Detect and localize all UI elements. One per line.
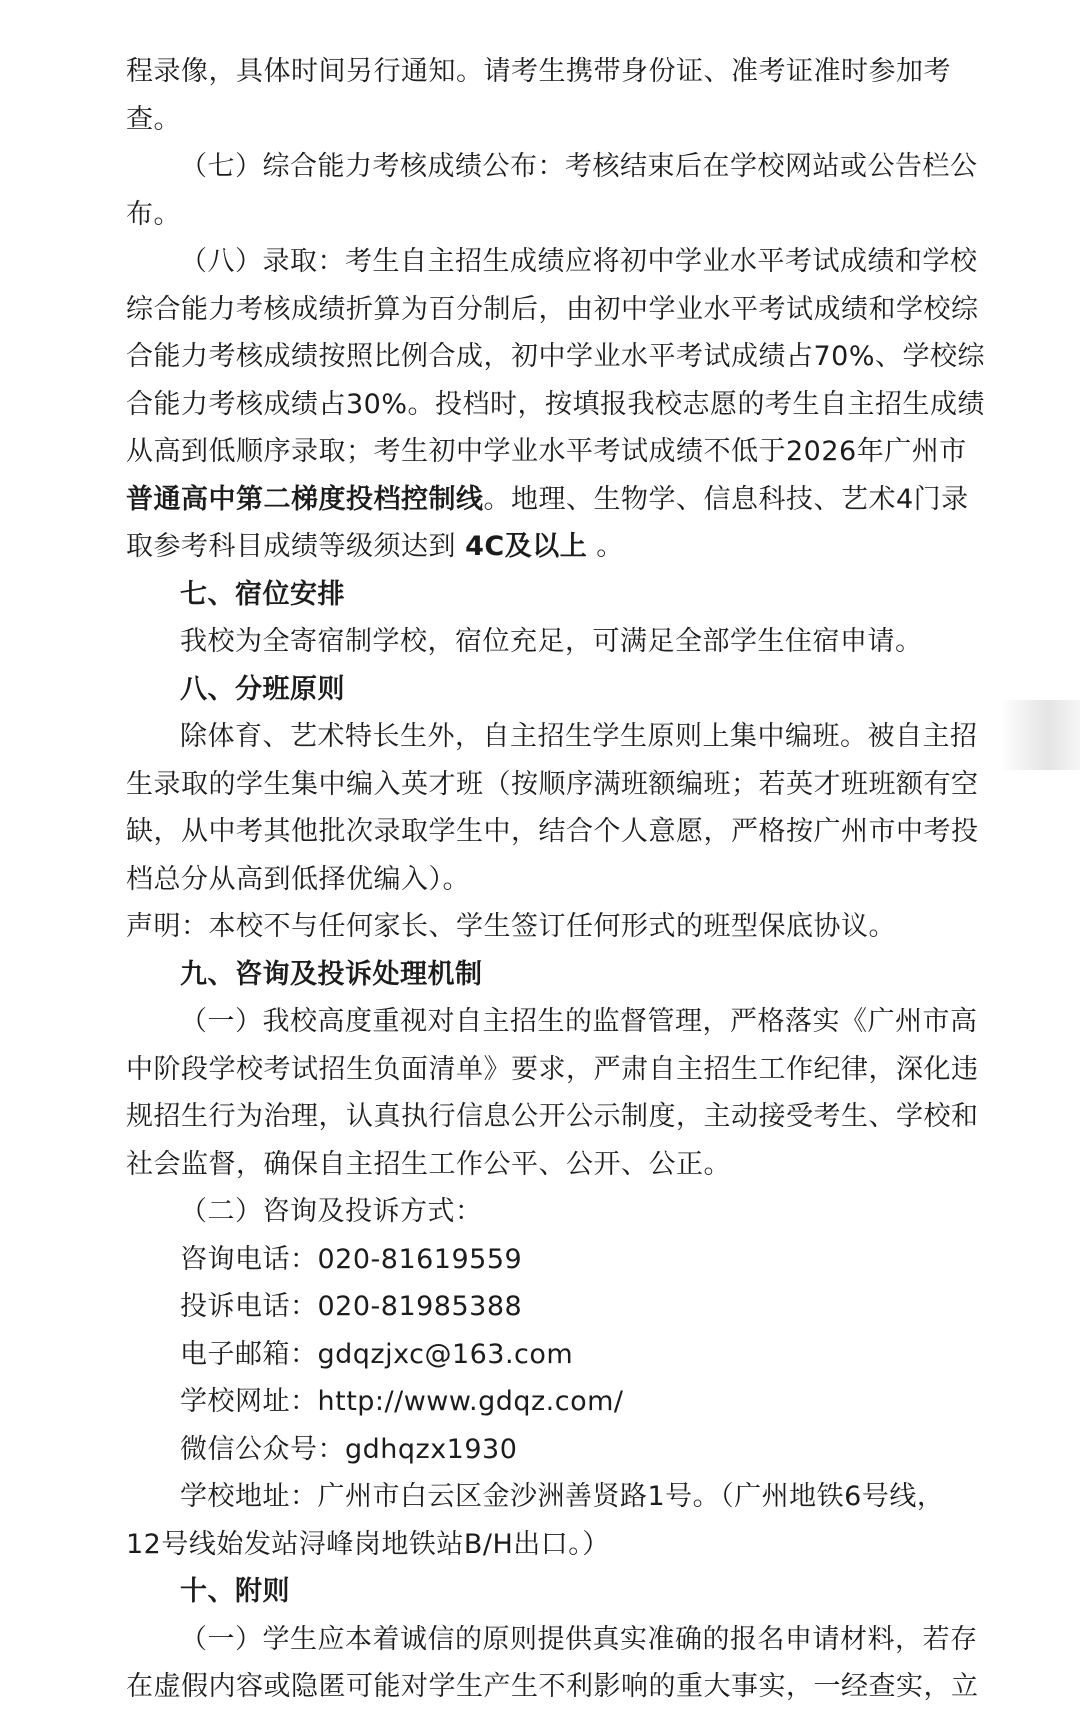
text-line bbox=[126, 476, 969, 524]
text-line: 中阶段学校考试招生负面清单》要求，严肃自主招生工作纪律，深化违 bbox=[126, 1053, 979, 1085]
text-line: 合能力考核成绩占30%。投档时，按填报我校志愿的考生自主招生成绩 bbox=[126, 388, 986, 420]
text-line: 布。 bbox=[126, 198, 181, 230]
text-line: （七）综合能力考核成绩公布：考核结束后在学校网站或公告栏公 bbox=[180, 151, 978, 182]
section-heading: 八、分班原则 bbox=[180, 673, 345, 705]
text-line: 从高到低顺序录取；考生初中学业水平考试成绩不低于2026年广州市 bbox=[126, 436, 967, 467]
text-line: 社会监督，确保自主招生工作公平、公开、公正。 bbox=[126, 1148, 731, 1180]
text-line: （二）咨询及投诉方式： bbox=[180, 1196, 483, 1227]
bold-text: 普通高中第二梯度投档控制线 bbox=[126, 483, 484, 515]
text-span: 。 bbox=[596, 531, 624, 562]
text-line: 在虚假内容或隐匿可能对学生产生不利影响的重大事实，一经查实，立 bbox=[126, 1671, 979, 1702]
text-line: 档总分从高到低择优编入）。 bbox=[126, 863, 470, 895]
text-line: （一）我校高度重视对自主招生的监督管理，严格落实《广州市高 bbox=[180, 1006, 978, 1037]
text-line: 缺，从中考其他批次录取学生中，结合个人意愿，严格按广州市中考投 bbox=[126, 816, 979, 847]
text-line: 查。 bbox=[126, 103, 181, 135]
document-body bbox=[126, 48, 986, 1711]
school-address: 学校地址：广州市白云区金沙洲善贤路1号。（广州地铁6号线， bbox=[180, 1481, 945, 1512]
contact-phone: 咨询电话：020-81619559 bbox=[180, 1243, 523, 1275]
section-heading: 九、咨询及投诉处理机制 bbox=[180, 958, 483, 990]
contact-email: 电子邮箱：gdqzjxc@163.com bbox=[180, 1338, 574, 1370]
text-span: 取参考科目成绩等级须达到 bbox=[126, 531, 456, 562]
text-line bbox=[126, 523, 956, 571]
text-line: 程录像，具体时间另行通知。请考生携带身份证、准考证准时参加考 bbox=[126, 56, 951, 87]
section-heading: 七、宿位安排 bbox=[180, 578, 345, 610]
text-line: 规招生行为治理，认真执行信息公开公示制度，主动接受考生、学校和 bbox=[126, 1101, 979, 1132]
section-heading: 十、附则 bbox=[180, 1576, 290, 1607]
school-website: 学校网址：http://www.gdqz.com/ bbox=[180, 1386, 624, 1417]
complaint-phone: 投诉电话：020-81985388 bbox=[180, 1291, 523, 1322]
text-line: 我校为全寄宿制学校，宿位充足，可满足全部学生住宿申请。 bbox=[180, 626, 923, 657]
text-line: 12号线始发站浔峰岗地铁站B/H出口。） bbox=[126, 1528, 610, 1560]
text-line: 生录取的学生集中编入英才班（按顺序满班额编班；若英才班班额有空 bbox=[126, 768, 979, 800]
text-line: 除体育、艺术特长生外，自主招生学生原则上集中编班。被自主招 bbox=[180, 721, 978, 752]
text-line: 声明：本校不与任何家长、学生签订任何形式的班型保底协议。 bbox=[126, 911, 896, 942]
text-line: （八）录取：考生自主招生成绩应将初中学业水平考试成绩和学校 bbox=[180, 246, 978, 277]
scan-artifact bbox=[1000, 700, 1080, 770]
text-line: 合能力考核成绩按照比例合成，初中学业水平考试成绩占70%、学校综 bbox=[126, 341, 986, 372]
text-span: 。地理、生物学、信息科技、艺术4门录 bbox=[483, 483, 969, 515]
text-line: 综合能力考核成绩折算为百分制后，由初中学业水平考试成绩和学校综 bbox=[126, 293, 979, 325]
bold-text: 4C及以上 bbox=[465, 531, 588, 562]
wechat-account: 微信公众号：gdhqzx1930 bbox=[180, 1433, 518, 1465]
text-line: （一）学生应本着诚信的原则提供真实准确的报名申请材料，若存 bbox=[180, 1623, 978, 1655]
